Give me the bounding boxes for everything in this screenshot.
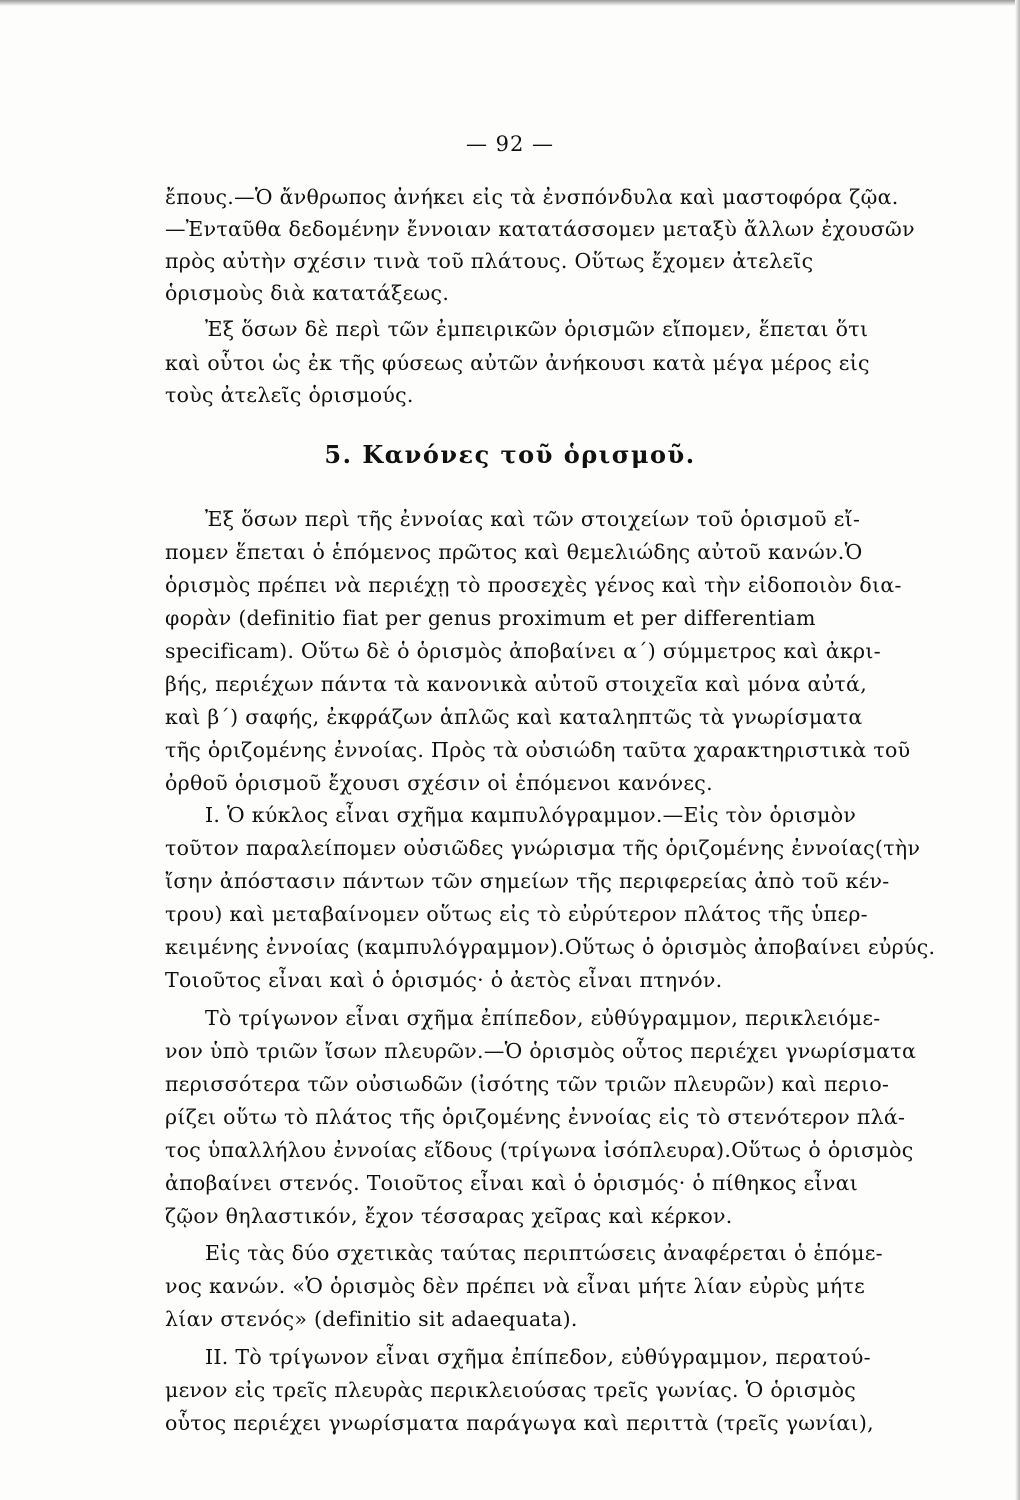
section-heading: 5. Κανόνες τοῦ ὁρισμοῦ. [324, 440, 696, 469]
text-line: μενον εἰς τρεῖς πλευρὰς περικλειούσας τρεῖς γωνίας. Ὁ ὁρισμὸς [165, 1378, 857, 1402]
text-line: τος ὑπαλλήλου ἐννοίας εἴδους (τρίγωνα ἰσόπλευρα).Οὕτως ὁ ὁρισμὸς [165, 1138, 914, 1162]
text-line: νος κανών. «Ὁ ὁρισμὸς δὲν πρέπει νὰ εἶναι μήτε λίαν εὐρὺς μήτε [165, 1274, 866, 1298]
scan-edge-shadow-right [1015, 0, 1020, 1500]
text-line: τοῦτον παραλείπομεν οὐσιῶδες γνώρισμα τῆς ὁριζομένης ἐννοίας(τὴν [165, 836, 921, 860]
text-line: τῆς ὁριζομένης ἐννοίας. Πρὸς τὰ οὐσιώδη ταῦτα χαρακτηριστικὰ τοῦ [165, 738, 911, 762]
text-line: —Ἐνταῦθα δεδομένην ἔννοιαν κατατάσσομεν μεταξὺ ἄλλων ἐχουσῶν [165, 217, 915, 241]
text-line: Ἐξ ὅσων δὲ περὶ τῶν ἐμπειρικῶν ὁρισμῶν εἴπομεν, ἕπεται ὅτι [205, 317, 869, 341]
text-line: κειμένης ἐννοίας (καμπυλόγραμμον).Οὕτως ὁ ὁρισμὸς ἀποβαίνει εὐρύς. [165, 935, 936, 959]
text-line: νον ὑπὸ τριῶν ἴσων πλευρῶν.—Ὁ ὁρισμὸς οὗτος περιέχει γνωρίσματα [165, 1039, 917, 1063]
text-line: ἔπους.—Ὁ ἄνθρωπος ἀνήκει εἰς τὰ ἐνσπόνδυλα καὶ μαστοφόρα ζῷα. [165, 185, 899, 209]
text-line: Ἐξ ὅσων περὶ τῆς ἐννοίας καὶ τῶν στοιχείων τοῦ ὁρισμοῦ εἴ- [205, 507, 861, 531]
text-line: ἴσην ἀπόστασιν πάντων τῶν σημείων τῆς περιφερείας ἀπὸ τοῦ κέν- [165, 869, 890, 893]
text-line: πρὸς αὐτὴν σχέσιν τινὰ τοῦ πλάτους. Οὕτως ἔχομεν ἀτελεῖς [165, 249, 814, 273]
text-line: Τοιοῦτος εἶναι καὶ ὁ ὁρισμός· ὁ ἀετὸς εἶναι πτηνόν. [165, 968, 723, 992]
text-line: ὁρισμοὺς διὰ κατατάξεως. [165, 281, 450, 305]
scan-edge-shadow [0, 0, 1020, 6]
text-line: ὀρθοῦ ὁρισμοῦ ἔχουσι σχέσιν οἱ ἑπόμενοι κανόνες. [165, 771, 713, 795]
text-line: ζῷον θηλαστικόν, ἔχον τέσσαρας χεῖρας καὶ κέρκον. [165, 1204, 733, 1228]
text-line: λίαν στενός» (definitio sit adaequata). [165, 1307, 578, 1331]
page-number: — 92 — [465, 132, 555, 156]
text-line: τρου) καὶ μεταβαίνομεν οὕτως εἰς τὸ εὐρύτερον πλάτος τῆς ὑπερ- [165, 902, 868, 926]
text-line: ἀποβαίνει στενός. Τοιοῦτος εἶναι καὶ ὁ ὁρισμός· ὁ πίθηκος εἶναι [165, 1171, 859, 1195]
text-line: Εἰς τὰς δύο σχετικὰς ταύτας περιπτώσεις ἀναφέρεται ὁ ἑπόμε- [205, 1241, 883, 1265]
text-line: ὁρισμὸς πρέπει νὰ περιέχῃ τὸ προσεχὲς γένος καὶ τὴν εἰδοποιὸν δια- [165, 573, 902, 597]
text-line: I. Ὁ κύκλος εἶναι σχῆμα καμπυλόγραμμον.—Εἰς τὸν ὁρισμὸν [205, 803, 857, 827]
text-line: περισσότερα τῶν οὐσιωδῶν (ἰσότης τῶν τριῶν πλευρῶν) καὶ περιο- [165, 1072, 890, 1096]
text-line: καὶ β΄) σαφής, ἐκφράζων ἁπλῶς καὶ καταληπτῶς τὰ γνωρίσματα [165, 705, 863, 729]
text-line: πομεν ἕπεται ὁ ἑπόμενος πρῶτος καὶ θεμελιώδης αὐτοῦ κανών.Ὁ [165, 540, 863, 564]
text-line: II. Τὸ τρίγωνον εἶναι σχῆμα ἐπίπεδον, εὐθύγραμμον, περατού- [205, 1345, 871, 1369]
text-line: οὗτος περιέχει γνωρίσματα παράγωγα καὶ περιττὰ (τρεῖς γωνίαι), [165, 1411, 875, 1435]
text-line: Τὸ τρίγωνον εἶναι σχῆμα ἐπίπεδον, εὐθύγραμμον, περικλειόμε- [205, 1006, 881, 1030]
text-line: βής, περιέχων πάντα τὰ κανονικὰ αὐτοῦ στοιχεῖα καὶ μόνα αὐτά, [165, 672, 868, 696]
text-line: καὶ οὗτοι ὡς ἐκ τῆς φύσεως αὐτῶν ἀνήκουσι κατὰ μέγα μέρος εἰς [165, 351, 870, 375]
text-line: φορὰν (definitio fiat per genus proximum et per differentiam [165, 606, 816, 630]
text-line: τοὺς ἀτελεῖς ὁρισμούς. [165, 383, 414, 407]
text-line: specificam). Οὕτω δὲ ὁ ὁρισμὸς ἀποβαίνει α΄) σύμμετρος καὶ ἀκρι- [165, 639, 881, 663]
text-line: ρίζει οὕτω τὸ πλάτος τῆς ὁριζομένης ἐννοίας εἰς τὸ στενότερον πλά- [165, 1105, 906, 1129]
